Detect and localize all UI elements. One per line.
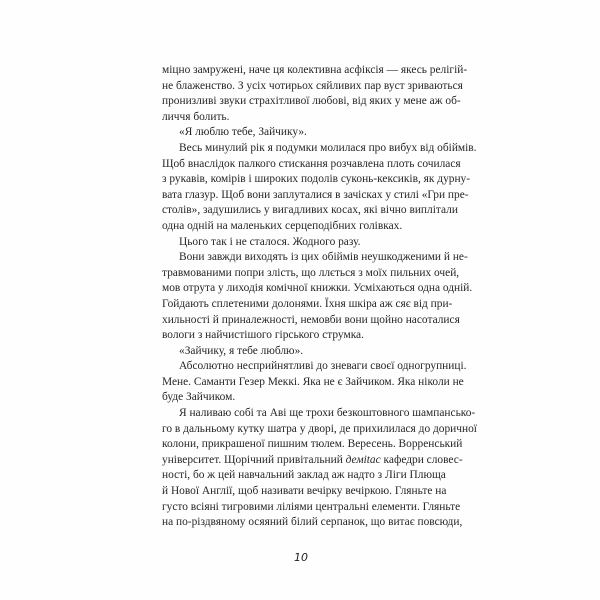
text-line: не блаженство. З усіх чотирьох сяйливих пар вуст зриваються xyxy=(162,79,463,92)
text-line: університет. Щорічний привітальний деміtас кафедри словес- xyxy=(162,453,463,466)
text-line: Я наливаю собі та Аві ще трохи безкоштовного шампансько- xyxy=(179,407,476,420)
text-line: травмованими попри злість, що ллється з моїх пильних очей, xyxy=(162,266,460,279)
text-line: Щоб внаслідок палкого стискання розчавлена плоть сочилася xyxy=(162,157,461,170)
text-line: з рукавів, комірів і широких подолів суконь-кексиків, як дурну- xyxy=(162,173,471,186)
text-line: столів», задушились у вигадливих косах, які вічно виплітали xyxy=(162,204,458,217)
text-line: Гойдають сплетеними долонями. Їхня шкіра аж сяє від при- xyxy=(162,297,453,310)
text-line: міцно замружені, наче ця колективна асфіксія — якесь релігій- xyxy=(162,64,468,76)
text-line: Мене. Саманти Гезер Меккі. Яка не є Зайчиком. Яка ніколи не xyxy=(162,375,464,388)
text-line: хильності й приналежності, немовби вони щойно насоталися xyxy=(162,313,460,326)
text-line: Весь минулий рік я подумки молилася про вибух від обіймів. xyxy=(179,141,477,154)
text-line: личчя болить. xyxy=(162,110,230,123)
text-line: одна одній на маленьких серцеподібних голівках. xyxy=(162,219,403,232)
text-line: Абсолютно несприйнятливі до зневаги своєї одногрупниці. xyxy=(179,360,467,373)
text-line: мов отрута у лиходія комічної книжки. Усміхаються одна одній. xyxy=(162,282,473,295)
text-line: «Я люблю тебе, Зайчику». xyxy=(179,126,307,139)
text-line: Вони завжди виходять із цих обіймів неушкодженими й не- xyxy=(179,251,468,264)
text-line: й Нової Англії, щоб називати вечірку вечіркою. Гляньте на xyxy=(162,485,447,498)
text-line: Цього так і не сталося. Жодного разу. xyxy=(179,235,361,248)
page-number: 10 xyxy=(294,551,308,564)
text-line: ності, бо ж цей навчальний заклад аж надто з Ліги Плюща xyxy=(162,469,446,482)
text-line: колони, прикрашеної пишним тюлем. Вересень. Ворренський xyxy=(162,438,463,451)
body-text xyxy=(162,63,477,531)
italic-word: деміtас xyxy=(345,453,381,466)
text-line: вата глазур. Щоб вони заплуталися в зачісках у стилі «Гри пре- xyxy=(162,188,469,201)
text-line: буде Зайчиком. xyxy=(162,391,236,404)
text-line: пронизливі звуки страхітливої любові, від яких у мене аж об- xyxy=(162,95,461,108)
text-line: «Зайчику, я тебе люблю». xyxy=(179,344,304,357)
text-line: на по-різдвяному осяяний білий серпанок, що витає повсюди, xyxy=(162,516,463,529)
text-line: го в дальньому кутку шатра у дворі, де прихилилася до доричної xyxy=(162,422,477,435)
text-line: вологи з найчистішого гірського струмка. xyxy=(162,329,364,342)
text-line: густо всіяні тигровими ліліями центральні елементи. Гляньте xyxy=(162,500,461,513)
